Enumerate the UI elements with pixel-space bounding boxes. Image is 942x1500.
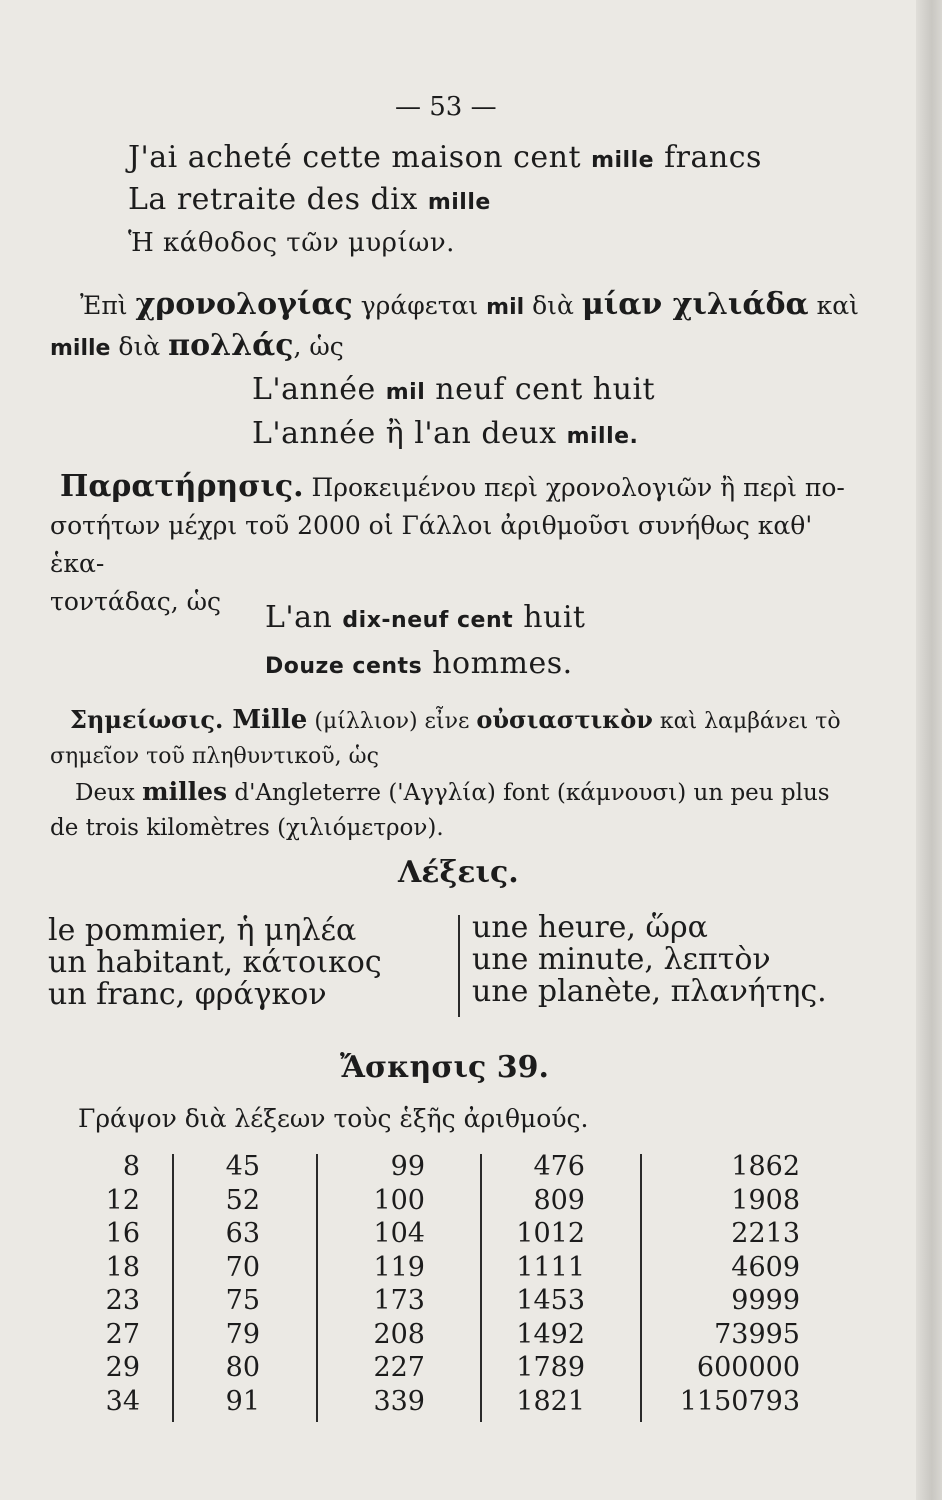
- example-text: francs: [654, 140, 762, 175]
- number-column-4: [500, 1150, 585, 1418]
- number-cell: 339: [373, 1385, 425, 1417]
- example-line-2: [128, 182, 491, 217]
- number-cell: 45: [225, 1151, 260, 1182]
- number-cell: 1111: [516, 1251, 585, 1283]
- number-cell: 1012: [516, 1218, 585, 1249]
- example-text: La retraite des dix: [128, 182, 428, 217]
- number-column-1: [90, 1150, 140, 1418]
- vocab-item: un habitant, κάτοικος: [48, 945, 382, 980]
- number-cell: 1492: [516, 1318, 585, 1350]
- remark-paragraph: Παρατήρησις. Προκειμένου περὶ χρονολογιῶν ἢ περὶ πο- σοτήτων μέχρι τοῦ 2000 οἱ Γάλλοι ἀριθμοῦσι συνήθως καθ' ἑκα- τοντάδας, ὡς: [50, 469, 845, 616]
- number-cell: 91: [225, 1385, 260, 1417]
- number-column-2: [210, 1150, 260, 1418]
- number-cell: 27: [105, 1318, 140, 1350]
- vocabulary-right: [472, 912, 827, 1008]
- note-label: Σημείωσις.: [70, 705, 224, 734]
- note-paragraph: Σημείωσις. Mille (μίλλιον) εἶνε οὐσιαστικὸν καὶ λαμβάνει τὸ σημεῖον τοῦ πληθυντικοῦ, ὡς Deux milles d'Angleterre ('Αγγλία) font (κάμνουσι) un peu plus de trois kilomètres (χιλιόμετρον).: [50, 705, 841, 841]
- example-bold: mille: [591, 148, 655, 173]
- vocab-item: le pommier, ἡ μηλέα: [48, 913, 357, 948]
- number-cell: 80: [225, 1352, 260, 1383]
- number-cell: 29: [105, 1352, 140, 1383]
- number-cell: 52: [225, 1184, 260, 1216]
- number-cell: 227: [373, 1352, 425, 1383]
- column-rule: [316, 1154, 318, 1422]
- example-text: Ἡ κάθοδος τῶν μυρίων.: [128, 228, 455, 258]
- number-cell: 1789: [516, 1352, 585, 1383]
- vocab-item: un franc, φράγκον: [48, 977, 327, 1012]
- chronology-paragraph: Ἐπὶ χρονολογίας γράφεται mil διὰ μίαν χιλιάδα καὶ mille διὰ πολλάς, ὡς: [50, 287, 859, 363]
- number-cell: 9999: [731, 1285, 800, 1316]
- number-cell: 600000: [696, 1352, 800, 1383]
- number-cell: 4609: [731, 1251, 800, 1283]
- number-cell: 12: [105, 1184, 140, 1216]
- vocabulary-left: [48, 915, 382, 1011]
- chronology-example-1: L'année mil neuf cent huit: [252, 372, 656, 407]
- number-cell: 23: [105, 1285, 140, 1316]
- vocabulary-divider: [458, 915, 460, 1017]
- number-cell: 1150793: [679, 1385, 800, 1417]
- number-cell: 63: [225, 1218, 260, 1249]
- number-cell: 173: [373, 1285, 425, 1316]
- example-line-3: [128, 228, 455, 258]
- page-number: — 53 —: [395, 92, 497, 122]
- example-bold: mille: [427, 190, 491, 215]
- vocab-item: une minute, λεπτὸν: [472, 942, 771, 977]
- column-rule: [172, 1154, 174, 1422]
- column-rule: [480, 1154, 482, 1422]
- exercise-heading: Ἄσκησις 39.: [340, 1050, 549, 1085]
- number-cell: 79: [225, 1318, 260, 1350]
- number-column-5: [660, 1150, 800, 1418]
- book-spine: [916, 0, 942, 1500]
- number-cell: 476: [533, 1151, 585, 1182]
- vocabulary-heading: Λέξεις.: [398, 855, 519, 890]
- number-column-3: [360, 1150, 425, 1418]
- remark-example-1: L'an dix-neuf cent huit: [265, 600, 586, 635]
- number-cell: 16: [105, 1218, 140, 1249]
- number-cell: 1453: [516, 1285, 585, 1316]
- remark-label: Παρατήρησις.: [60, 469, 304, 504]
- number-cell: 34: [105, 1385, 140, 1417]
- number-cell: 119: [373, 1251, 425, 1283]
- chronology-example-2: L'année ἢ l'an deux mille.: [252, 416, 639, 451]
- number-cell: 99: [390, 1151, 425, 1182]
- number-cell: 75: [225, 1285, 260, 1316]
- exercise-instruction: Γράψον διὰ λέξεων τοὺς ἑξῆς ἀριθμούς.: [78, 1104, 589, 1133]
- remark-example-2: Douze cents hommes.: [265, 646, 573, 681]
- number-cell: 18: [105, 1251, 140, 1283]
- vocab-item: une planète, πλανήτης.: [472, 974, 827, 1009]
- number-cell: 73995: [714, 1318, 800, 1350]
- vocab-item: une heure, ὥρα: [472, 910, 708, 945]
- example-text: J'ai acheté cette maison cent: [128, 140, 592, 175]
- number-cell: 2213: [731, 1218, 800, 1249]
- number-cell: 1908: [731, 1184, 800, 1216]
- number-cell: 8: [122, 1151, 140, 1182]
- column-rule: [640, 1154, 642, 1422]
- number-cell: 1862: [731, 1151, 800, 1182]
- number-cell: 100: [373, 1184, 425, 1216]
- example-line-1: [128, 140, 762, 175]
- number-cell: 70: [225, 1251, 260, 1283]
- number-cell: 809: [533, 1184, 585, 1216]
- number-cell: 1821: [516, 1385, 585, 1417]
- number-cell: 208: [373, 1318, 425, 1350]
- number-cell: 104: [373, 1218, 425, 1249]
